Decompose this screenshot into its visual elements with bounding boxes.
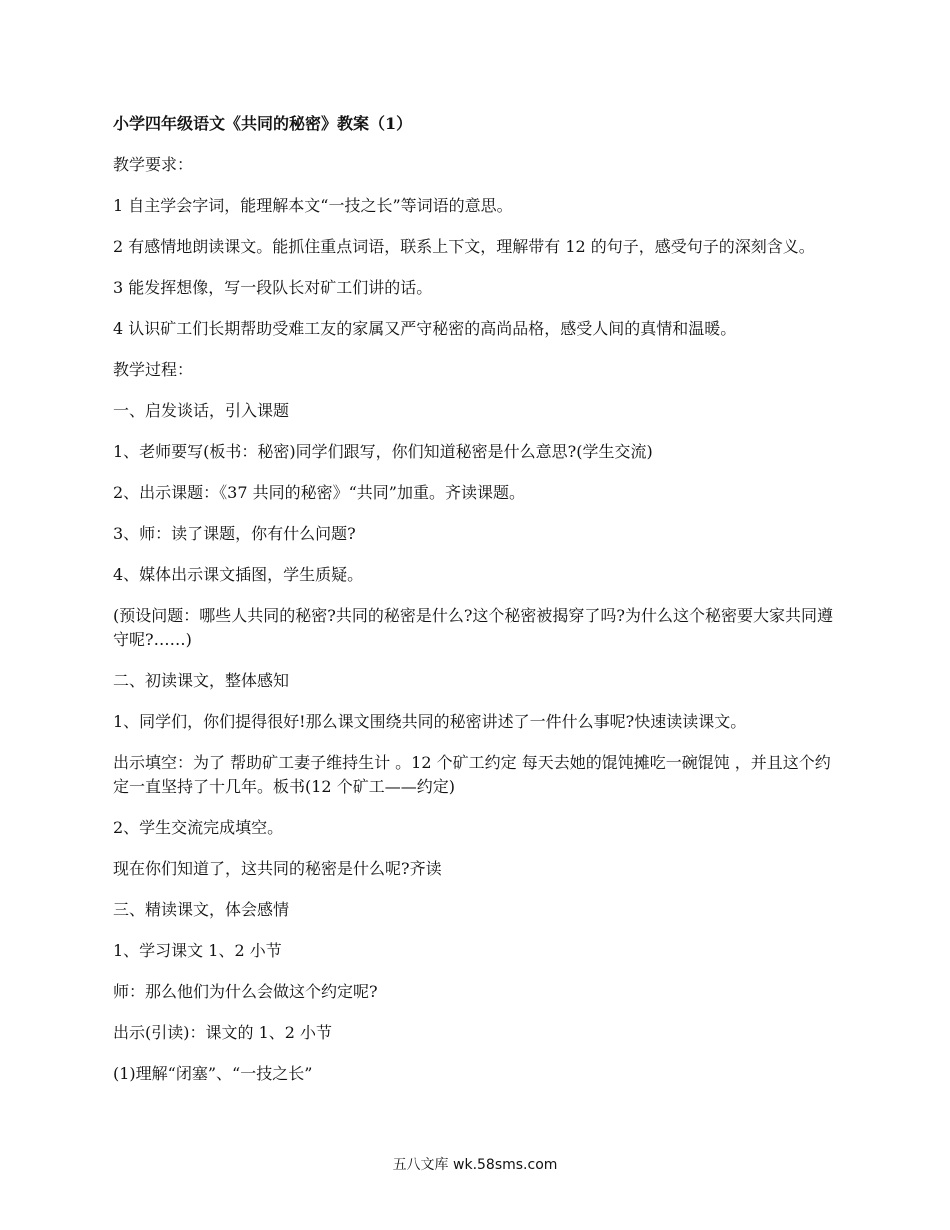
section-heading: 一、启发谈话，引入课题 — [113, 401, 290, 420]
paragraph: 出示填空：为了 帮助矿工妻子维持生计 。12 个矿工约定 每天去她的馄饨摊吃一碗馄饨 ，并且这个约定一直坚持了十几年。板书(12 个矿工——约定) — [113, 753, 831, 796]
paragraph: 2 有感情地朗读课文。能抓住重点词语，联系上下文，理解带有 12 的句子，感受句子的深刻含义。 — [113, 237, 815, 256]
section-heading: 二、初读课文，整体感知 — [113, 671, 290, 690]
paragraph: 4 认识矿工们长期帮助受难工友的家属又严守秘密的高尚品格，感受人间的真情和温暖。 — [113, 319, 737, 338]
paragraph: 现在你们知道了，这共同的秘密是什么呢?齐读 — [113, 859, 442, 878]
paragraph: 1 自主学会字词，能理解本文“一技之长”等词语的意思。 — [113, 196, 513, 215]
paragraph: (1)理解“闭塞”、“一技之长” — [113, 1064, 313, 1083]
paragraph: 教学过程： — [113, 360, 194, 379]
paragraph: 3 能发挥想像，写一段队长对矿工们讲的话。 — [113, 278, 433, 297]
paragraph: 2、出示课题：《37 共同的秘密》“共同”加重。齐读课题。 — [113, 483, 525, 502]
paragraph: 师：那么他们为什么会做这个约定呢? — [113, 982, 378, 1001]
paragraph: 1、学习课文 1、2 小节 — [113, 941, 282, 960]
paragraph: 2、学生交流完成填空。 — [113, 818, 284, 837]
page-footer: 五八文库 wk.58sms.com — [392, 1157, 558, 1173]
paragraph: 教学要求： — [113, 155, 194, 174]
paragraph: 1、老师要写(板书：秘密)同学们跟写，你们知道秘密是什么意思?(学生交流) — [113, 442, 653, 461]
document-title: 小学四年级语文《共同的秘密》教案（1） — [113, 114, 413, 133]
paragraph: 1、同学们，你们提得很好!那么课文围绕共同的秘密讲述了一件什么事呢?快速读读课文。 — [113, 712, 747, 731]
paragraph: 出示(引读)：课文的 1、2 小节 — [113, 1023, 333, 1042]
section-heading: 三、精读课文，体会感情 — [113, 900, 290, 919]
document-body — [113, 112, 838, 1103]
paragraph: 3、师：读了课题，你有什么问题? — [113, 524, 356, 543]
paragraph: 4、媒体出示课文插图，学生质疑。 — [113, 565, 364, 584]
paragraph: (预设问题：哪些人共同的秘密?共同的秘密是什么?这个秘密被揭穿了吗?为什么这个秘密要大家共同遵守呢?……) — [113, 606, 833, 649]
